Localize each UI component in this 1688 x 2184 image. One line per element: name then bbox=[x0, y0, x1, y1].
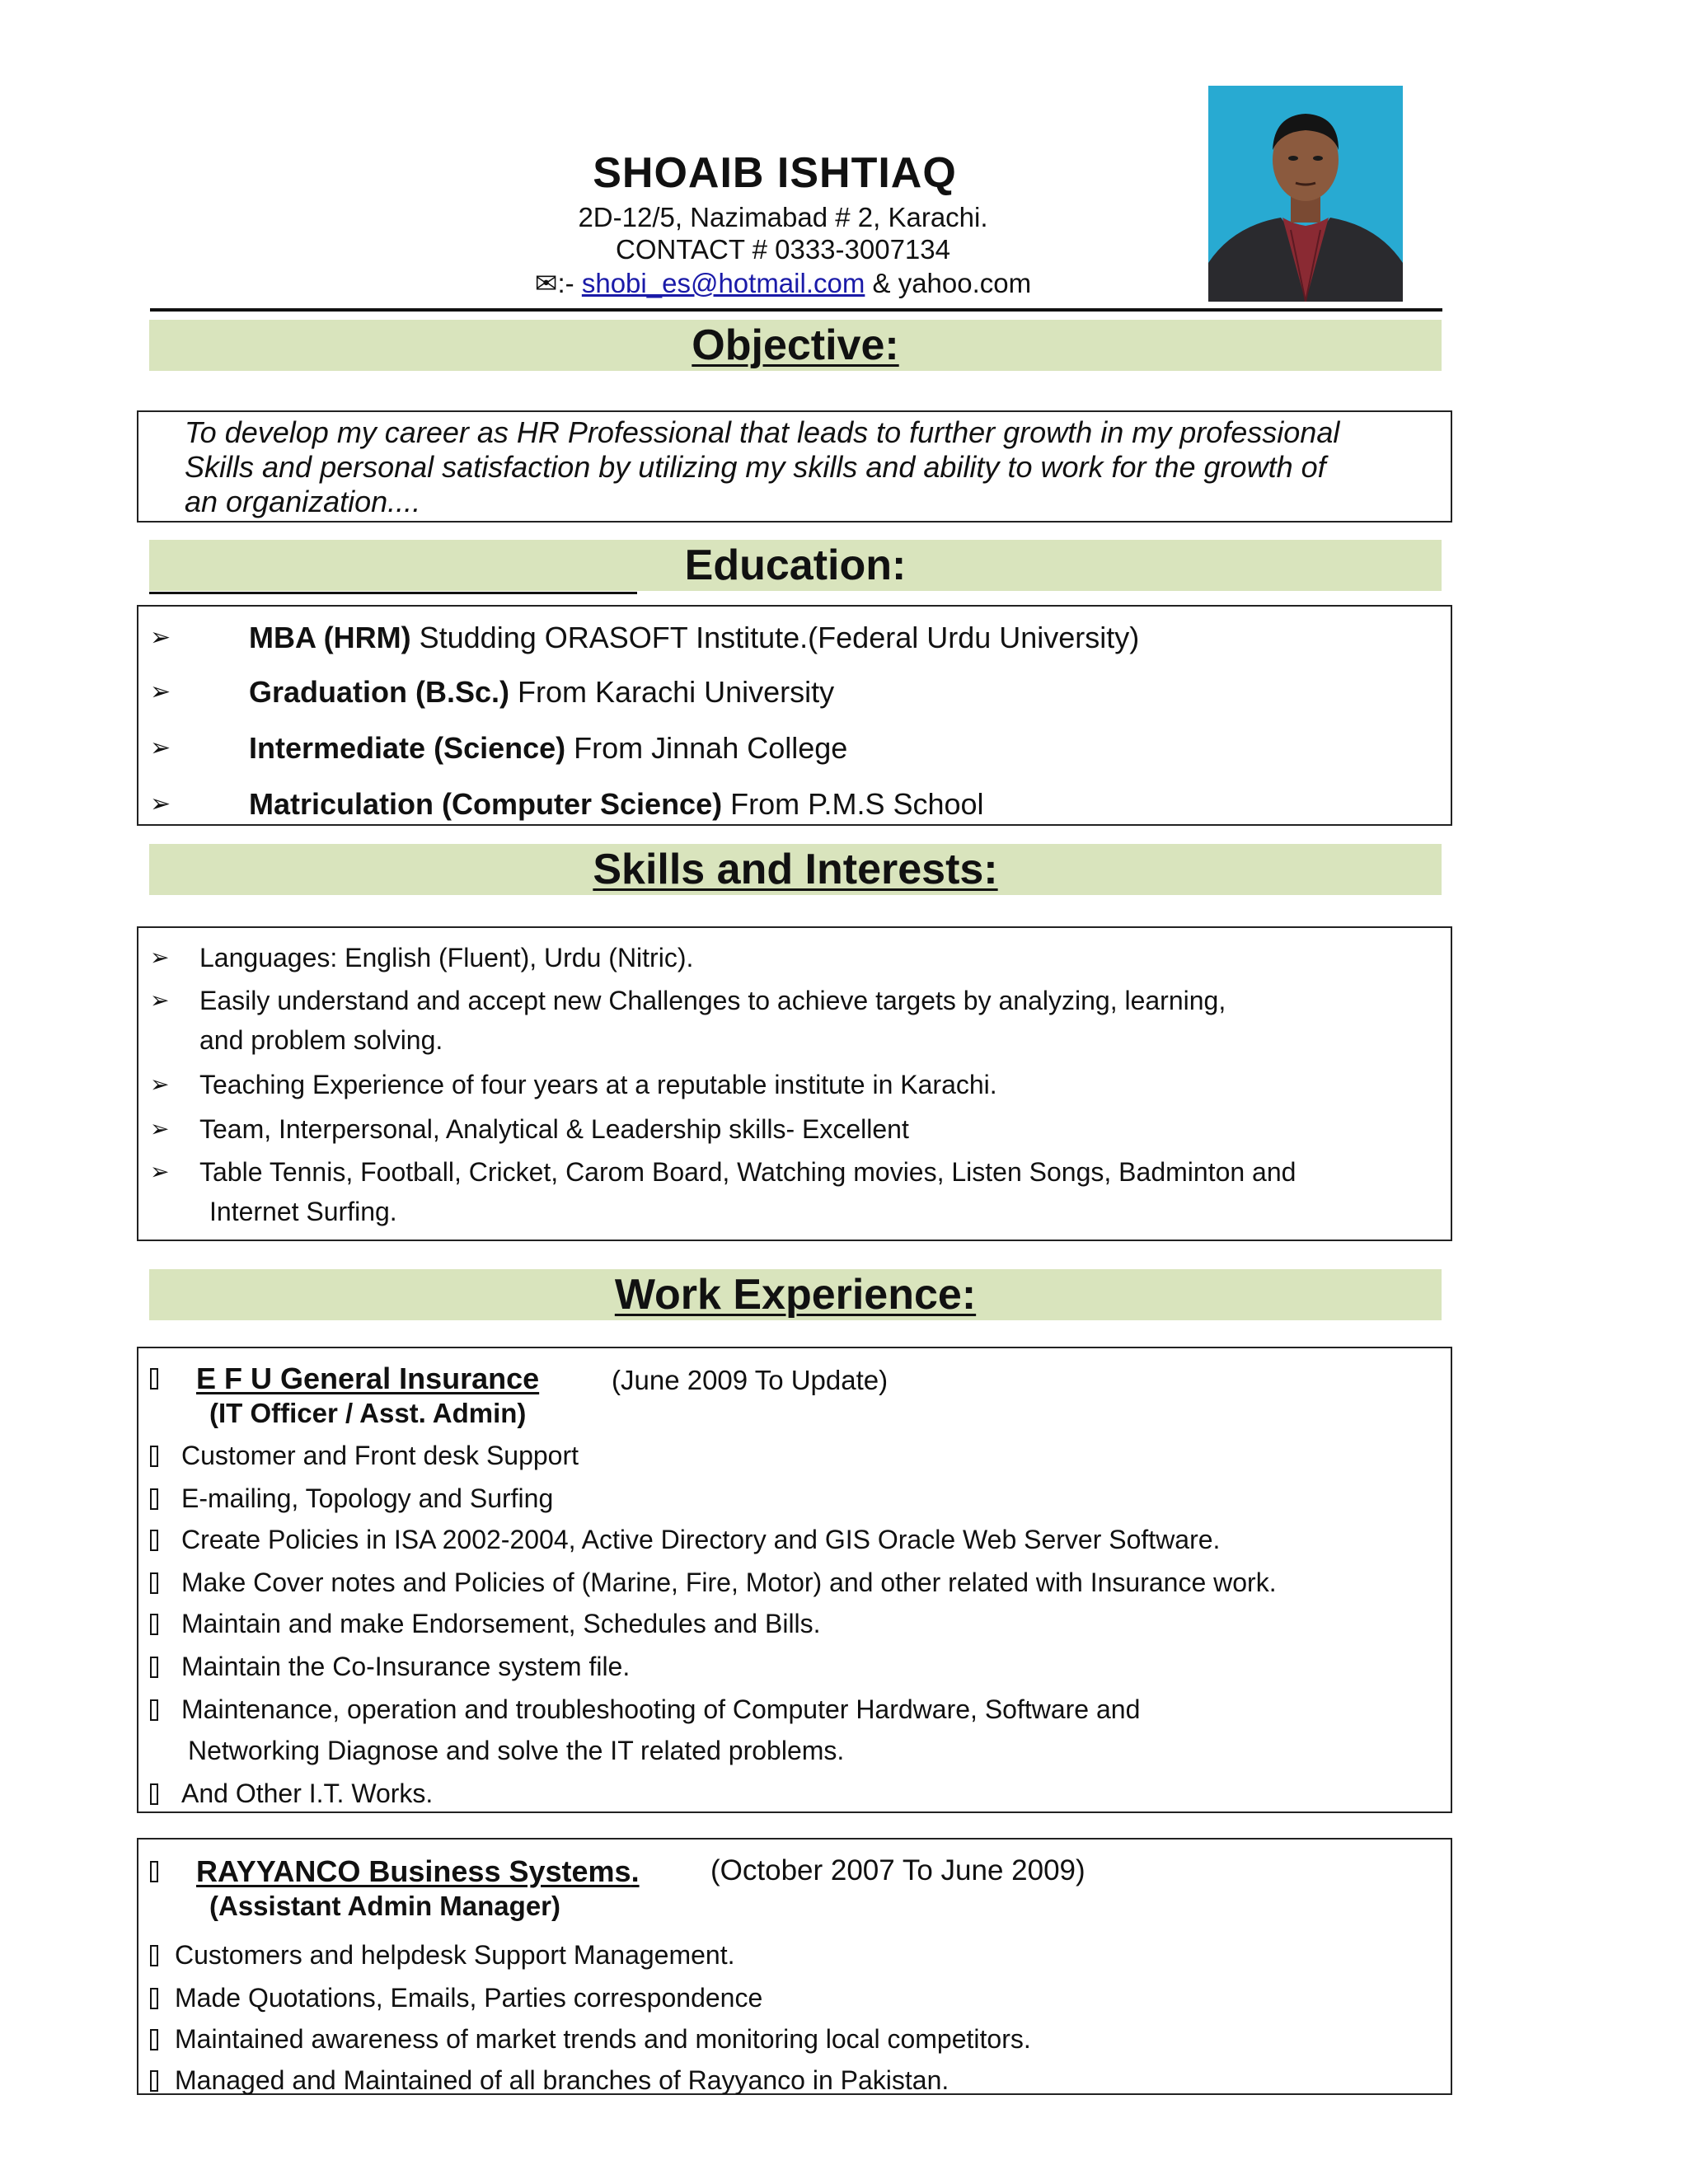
square-bullet-icon bbox=[150, 1657, 158, 1682]
candidate-name: SHOAIB ISHTIAQ bbox=[593, 149, 957, 197]
email-suffix: & yahoo.com bbox=[865, 268, 1032, 298]
institution: Studding ORASOFT Institute.(Federal Urdu University) bbox=[410, 621, 1140, 654]
square-bullet-icon bbox=[150, 1530, 158, 1555]
square-bullet-icon bbox=[150, 1614, 158, 1639]
envelope-icon: ✉ bbox=[534, 268, 558, 298]
section-header-work: Work Experience: bbox=[149, 1269, 1442, 1320]
skill-text: Teaching Experience of four years at a reputable institute in Karachi. bbox=[199, 1070, 997, 1099]
job-duty: Make Cover notes and Policies of (Marine, Fire, Motor) and other related with Insurance work. bbox=[181, 1568, 1277, 1597]
square-bullet-icon bbox=[150, 1368, 158, 1394]
arrow-bullet-icon: ➢ bbox=[150, 1071, 170, 1097]
skill-text: Easily understand and accept new Challenges to achieve targets by analyzing, learning, bbox=[199, 986, 1226, 1015]
education-underline bbox=[149, 592, 637, 594]
arrow-bullet-icon: ➢ bbox=[150, 1159, 170, 1184]
job-duty: Made Quotations, Emails, Parties correspondence bbox=[175, 1983, 763, 2013]
job-duty: Maintain the Co-Insurance system file. bbox=[181, 1652, 631, 1681]
square-bullet-icon bbox=[150, 1945, 158, 1971]
degree: Graduation (B.Sc.) bbox=[249, 675, 510, 709]
company-name: E F U General Insurance bbox=[196, 1361, 540, 1395]
arrow-bullet-icon: ➢ bbox=[150, 678, 171, 705]
objective-line: an organization.... bbox=[185, 485, 421, 518]
profile-photo bbox=[1208, 86, 1403, 302]
arrow-bullet-icon: ➢ bbox=[150, 624, 171, 651]
arrow-bullet-icon: ➢ bbox=[150, 987, 170, 1013]
skill-continuation: and problem solving. bbox=[199, 1025, 443, 1055]
job-duty: Maintain and make Endorsement, Schedules and Bills. bbox=[181, 1609, 821, 1638]
company-name-dot: . bbox=[631, 1854, 640, 1888]
square-bullet-icon bbox=[150, 1988, 158, 2013]
skill-text: Team, Interpersonal, Analytical & Leadership skills- Excellent bbox=[199, 1114, 909, 1144]
square-bullet-icon bbox=[150, 1699, 158, 1725]
square-bullet-icon bbox=[150, 1446, 158, 1471]
degree: MBA (HRM) bbox=[249, 621, 411, 654]
section-header-skills: Skills and Interests: bbox=[149, 844, 1442, 895]
job-dates: (October 2007 To June 2009) bbox=[710, 1854, 1085, 1886]
square-bullet-icon bbox=[150, 1572, 158, 1598]
square-bullet-icon bbox=[150, 1488, 158, 1514]
institution: From P.M.S School bbox=[722, 787, 984, 821]
email-prefix: :- bbox=[557, 268, 582, 298]
job-role: (Assistant Admin Manager) bbox=[209, 1891, 561, 1921]
job-role: (IT Officer / Asst. Admin) bbox=[209, 1398, 527, 1428]
arrow-bullet-icon: ➢ bbox=[150, 944, 170, 970]
skill-text: Table Tennis, Football, Cricket, Carom Board, Watching movies, Listen Songs, Badminton and bbox=[199, 1157, 1296, 1187]
header-divider bbox=[150, 308, 1442, 312]
contact-number: CONTACT # 0333-3007134 bbox=[615, 234, 950, 265]
square-bullet-icon bbox=[150, 2070, 158, 2096]
square-bullet-icon bbox=[150, 1861, 158, 1886]
job-duty: Create Policies in ISA 2002-2004, Active Directory and GIS Oracle Web Server Software. bbox=[181, 1525, 1221, 1554]
skill-continuation: Internet Surfing. bbox=[209, 1197, 397, 1226]
institution: From Jinnah College bbox=[565, 731, 848, 765]
job-duty: Customers and helpdesk Support Management. bbox=[175, 1940, 735, 1970]
job-duty: Maintained awareness of market trends and monitoring local competitors. bbox=[175, 2024, 1031, 2054]
job-duty-continuation: Networking Diagnose and solve the IT related problems. bbox=[188, 1736, 845, 1765]
job-duty: And Other I.T. Works. bbox=[181, 1779, 434, 1808]
job-duty: Managed and Maintained of all branches of Rayyanco in Pakistan. bbox=[175, 2065, 950, 2095]
company-name-wrap bbox=[196, 1854, 640, 1889]
degree: Matriculation (Computer Science) bbox=[249, 787, 723, 821]
job-duty: E-mailing, Topology and Surfing bbox=[181, 1483, 554, 1513]
degree: Intermediate (Science) bbox=[249, 731, 566, 765]
address: 2D-12/5, Nazimabad # 2, Karachi. bbox=[578, 202, 988, 232]
objective-text bbox=[185, 415, 1421, 519]
section-header-education: Education: bbox=[149, 540, 1442, 591]
arrow-bullet-icon: ➢ bbox=[150, 790, 171, 818]
institution: From Karachi University bbox=[509, 675, 835, 709]
job-duty: Customer and Front desk Support bbox=[181, 1441, 579, 1470]
square-bullet-icon bbox=[150, 2029, 158, 2055]
objective-line: To develop my career as HR Professional that leads to further growth in my professional bbox=[185, 415, 1340, 449]
square-bullet-icon bbox=[150, 1783, 158, 1809]
skill-text: Languages: English (Fluent), Urdu (Nitric). bbox=[199, 943, 694, 972]
arrow-bullet-icon: ➢ bbox=[150, 1116, 170, 1141]
section-header-objective: Objective: bbox=[149, 320, 1442, 371]
job-duty: Maintenance, operation and troubleshooting of Computer Hardware, Software and bbox=[181, 1694, 1141, 1724]
job-dates: (June 2009 To Update) bbox=[612, 1365, 889, 1395]
objective-line: Skills and personal satisfaction by utilizing my skills and ability to work for the growth of bbox=[185, 450, 1326, 484]
email-link[interactable]: shobi_es@hotmail.com bbox=[581, 268, 865, 298]
arrow-bullet-icon: ➢ bbox=[150, 734, 171, 762]
company-name: RAYYANCO Business Systems bbox=[196, 1854, 631, 1888]
